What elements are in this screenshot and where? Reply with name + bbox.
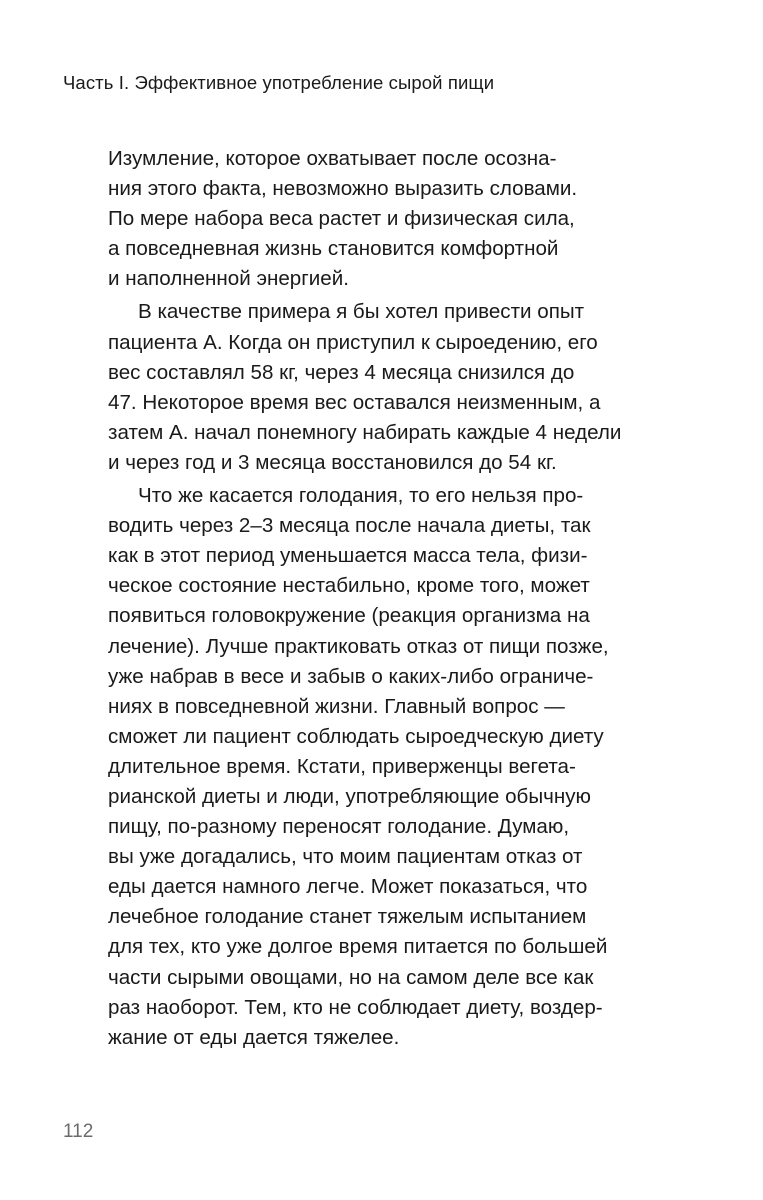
- paragraph-first-line: В качестве примера я бы хотел привести опыт: [138, 300, 585, 324]
- running-header: Часть I. Эффективное употребление сырой пищи: [63, 72, 495, 93]
- page-number: 112: [63, 1121, 94, 1142]
- paragraph-first-line: Что же касается голодания, то его нельзя про-: [138, 484, 584, 508]
